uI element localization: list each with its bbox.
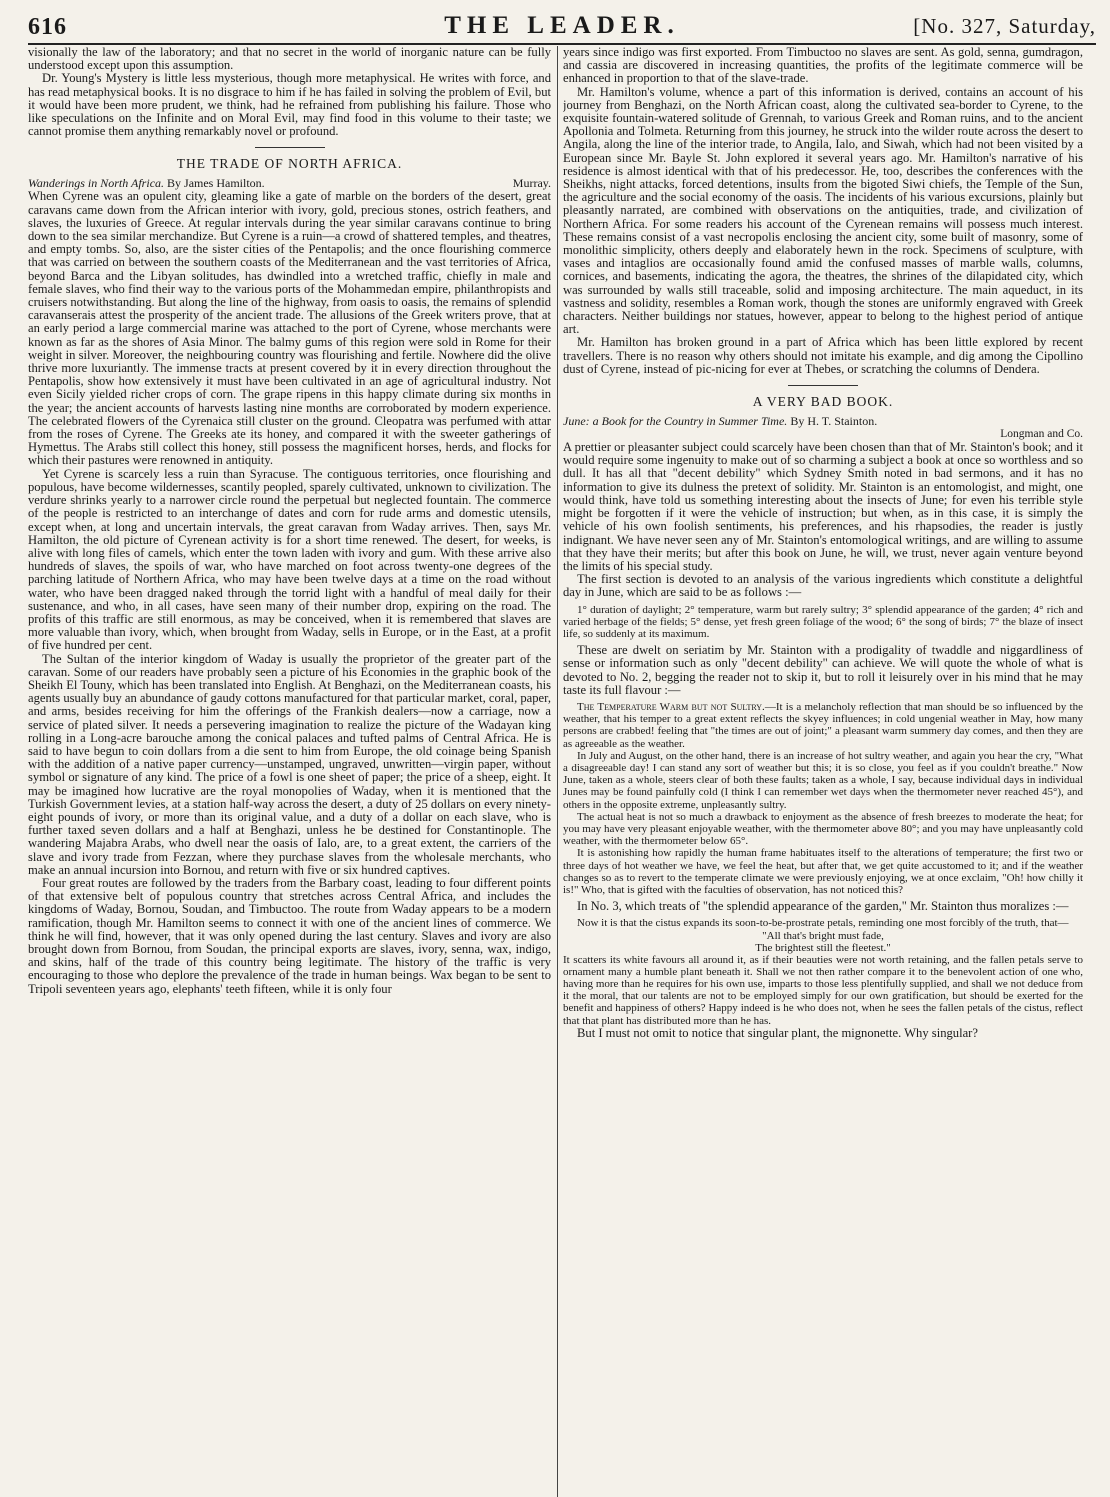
left-column <box>28 46 551 1497</box>
column-rule <box>557 46 558 1497</box>
intro-paragraph: visionally the law of the laboratory; and that no secret in the world of inorganic nature can be fully understood except upon this assumption. <box>28 46 551 73</box>
intro-paragraph: Dr. Young's Mystery is little less mysterious, though more metaphysical. He writes with force, and has read metaphysical books. It is no disgrace to him if he has failed in solving the problem of Evil, but it would have been more prudent, we think, had he refrained from publishing his failure. Those who like speculations on the Infinite and on Moral Evil, may find food in this volume to their taste; we cannot promise them anything remarkably novel or profound. <box>28 71 551 139</box>
section-title: THE TRADE OF NORTH AFRICA. <box>176 156 403 172</box>
masthead-rule <box>28 43 1096 45</box>
article-paragraph: Mr. Hamilton's volume, whence a part of this information is derived, contains an account of his journey from Benghazi, on the North African coast, along the cultivated sea-border to Cyrene, to the exquisite fountain-watered solitude of Grennah, to various Greek and Roman ruins, and to the ancient Apollonia and Tolmeta. Returning from this journey, he struck into the wilder route across the desert to Angila, along the line of the interior trade, to Angila, Ialo, and Siwah, which had not been visited by a European since Mr. Bayle St. John explored it several years ago. Mr. Hamilton's narrative of his residence is almost identical with that of his predecessor. He, too, describes the conferences with the Sheikhs, night attacks, forced detentions, insults from the bigoted Siwi chiefs, the Temple of the Sun, the agriculture and the social economy of the oasis. The incidents of his various excursions, plainly but pleasantly narrated, are combined with observations on the antiquities, trade, and civilization of Northern Africa. For some readers his account of the Cyrenean remains will possess much interest. These remains consist of a vast necropolis enclosing the ancient city, some built of masonry, some of monolithic simplicity, others deeply and elaborately hewn in the rock. Specimens of sculpture, with vases and intaglios are occasionally found amid the confused masses of marble walls, columns, cornices, and basements, indicating the agora, the theatres, the shrines of the dilapidated city, which was surrounded by walls still traceable, solid and imposing architecture. The main aqueduct, in its vastness and solidity, resembles a Roman work, though the stones are uniformly engraved with Greek characters. Neither buildings nor statues, however, appear to belong to the highest period of antique art. <box>563 84 1083 337</box>
article-paragraph: In No. 3, which treats of "the splendid appearance of the garden," Mr. Stainton thus moralizes :— <box>577 899 1069 914</box>
book-title: Wanderings in North Africa. <box>28 176 165 191</box>
quoted-list: 1° duration of daylight; 2° temperature, warm but rarely sultry; 3° splendid appearance of the garden; 4° rich and varied herbage of the fields; 5° dense, yet fresh green foliage of the wood; 6° the song of birds; 7° the blaze of insect life, so suddenly at its maximum. <box>563 603 1083 640</box>
book-title: June: a Book for the Country in Summer Time. <box>563 414 788 429</box>
article-paragraph: The first section is devoted to an analysis of the various ingredients which constitute a delightful day in June, which are said to be as follows :— <box>563 572 1083 600</box>
quote-paragraph: It scatters its white favours all around it, as if their beauties were not worth retaining, and the fallen petals serve to ornament many a humble plant beneath it. Shall we not then rather compare it to the benevolent action of one who, having more than he requires for his own use, imparts to those less plentifully supplied, and shall we not deduce from it the moral, that our talents are not to be employed simply for our own gratification, but should be exerted for the benefit and happiness of others? Happy indeed is he who does not, when he sees the fallen petals of the cistus, reflect that that plant has distributed more than he has. <box>563 953 1083 1027</box>
page-number: 616 <box>28 14 67 40</box>
article-paragraph: Mr. Hamilton has broken ground in a part of Africa which has been little explored by recent travellers. There is no reason why others should not imitate his example, and dig among the Cipollino dust of Cyrene, instead of pic-nicing for ever at Thebes, or scratching the columns of Dendera. <box>563 335 1083 376</box>
book-author: By H. T. Stainton. <box>790 414 878 429</box>
book-title-line <box>563 415 1083 428</box>
book-publisher: Longman and Co. <box>1000 428 1083 441</box>
article-paragraph: years since indigo was first exported. From Timbuctoo no slaves are sent. As gold, senna, gumdragon, and cassia are discovered in increasing quantities, the profits of the legitimate commerce will be enhanced in proportion to that of the slave-trade. <box>563 46 1083 86</box>
section-title: A VERY BAD BOOK. <box>752 394 894 410</box>
article-paragraph: These are dwelt on seriatim by Mr. Stainton with a prodigality of twaddle and niggardliness of sense or information such as only "decent debility" can achieve. We will quote the whole of what is devoted to No. 2, begging the reader not to skip it, but to roll it leisurely over in his mind that he may taste its full flavour :— <box>563 643 1083 697</box>
article-paragraph: But I must not omit to notice that singular plant, the mignonette. Why singular? <box>577 1025 978 1040</box>
article-paragraph: A prettier or pleasanter subject could scarcely have been chosen than that of Mr. Stainton's book; and it would require some ingenuity to make out of so charming a subject a book at once so worthless and so dull. It has all that "decent debility" which Sydney Smith noted in bad sermons, and it has no information to give its dulness the pretext of solidity. Mr. Stainton is an entomologist, and might, one would think, have told us something interesting about the insects of June; for even his terrible style might be forgotten if it were the vehicle of instruction; but when, as in this case, it is simply the vehicle of his own foolish sentiments, his preferences, and his rhapsodies, the reader is justly indignant. We have never seen any of Mr. Stainton's entomological writings, and are willing to assume that they have their merits; but after this book on June, he will, we trust, never again venture beyond the limits of his special study. <box>563 440 1083 573</box>
issue-label: [No. 327, Saturday, <box>913 14 1096 38</box>
newspaper-title: THE LEADER. <box>444 12 680 39</box>
article-paragraph: When Cyrene was an opulent city, gleaming like a gate of marble on the borders of the desert, great caravans came down from the African interior with ivory, gold, precious stones, ostrich feathers, and slaves, the luxuries of Greece. At regular intervals during the year similar caravans continue to bring down to the sea similar merchandize. But Cyrene is a ruin—a crowd of shattered temples, and theatres, and empty tombs. So, also, are the sister cities of the Pentapolis; and the once flourishing commerce that was carried on between the southern coasts of the Mediterranean and the vast territories of Africa, beyond Barca and the Libyan solitudes, has dwindled into a wretched traffic, chiefly in male and female slaves, who find their way to the various ports of the Mohammedan empire, philanthropists and cruisers notwithstanding. But along the line of the highway, from oasis to oasis, the remains of splendid caravanserais attest the prosperity of the ancient trade. The allusions of the Greek writers prove, that at an early period a large commercial marine was attached to the port of Cyrene, whose merchants were known as far as the shores of Asia Minor. The balmy gums of this region were sold in Rome for their weight in silver. Moreover, the neighbouring country was flourishing and fertile. Nowhere did the olive thrive more luxuriantly. The immense tracts at present covered by it in every direction throughout the Pentapolis, show how extensively it must have been cultivated in an age of agricultural industry. Not even Sicily yielded richer crops of corn. The grape ripens in this happy climate during six months in the year; the ancient accounts of harvests lasting nine months are corroborated by modern experience. The celebrated flowers of the Cyrenaica still cluster on the ground. Cleopatra was perfumed with attar from the roses of Cyrene. The Greeks ate its honey, and compared it with the sweeter gatherings of Hymettus. The Arabs still collect this honey, still possess the magnificent horses, herds, and flocks for which their pastures were renowned in antiquity. <box>28 189 551 468</box>
quote-paragraph: It is astonishing how rapidly the human frame habituates itself to the alterations of temperature; the first two or three days of hot weather we have, we feel the heat, but after that, we get quite accustomed to it; and if the weather changes so as to revert to the temperate climate we were previously enjoying, we at once exclaim, "Oh! how chilly it is!" Who, that is gifted with the faculties of observation, has not noticed this? <box>563 847 1083 896</box>
quote-heading: The Temperature Warm but not Sultry. <box>577 700 765 713</box>
article-paragraph: Yet Cyrene is scarcely less a ruin than Syracuse. The contiguous territories, once flourishing and populous, have become wildernesses, scantily peopled, sparely cultivated, unknown to civilization. The verdure shrinks yearly to a narrower circle round the perpetual but neglected fountain. The commerce of the people is restricted to an interchange of dates and corn for rude arms and domestic utensils, except when, at long and uncertain intervals, the great caravan from Waday arrives. Then, says Mr. Hamilton, the old picture of Cyrenean activity is for a short time renewed. The desert, for weeks, is alive with long files of camels, which enter the town laden with ivory and gum. With these arrive also hundreds of slaves, the spoils of war, who have marched on foot across twenty-one degrees of the parching latitude of Northern Africa, who may have been twelve days at a time on the road without water, who have been dragged naked through the torrid light with a handful of meal daily for their sustenance, and who, in all cases, have seen many of their number drop, expiring on the road. The profits of this traffic are still enormous, as may be conceived, when it is remembered that slaves are more valuable than ivory, which, when brought from Waday, sells in Europe, or in the East, at a profit of five hundred per cent. <box>28 466 551 653</box>
verse-line: The brightest still the fleetest." <box>755 941 891 954</box>
article-paragraph: The Sultan of the interior kingdom of Waday is usually the proprietor of the greater part of the caravan. Some of our readers have probably seen a picture of his Economies in the graphic book of the Sheikh El Touny, which has been translated into English. At Benghazi, on the Mediterranean coasts, his agents usually buy an abundance of gaudy cottons manufactured for that particular market, coral, paper, and arms, besides receiving for him the offerings of the Frankish dealers—now a carriage, now a service of plated silver. It needs a persevering imagination to realize the picture of the Wadayan king rolling in a Long-acre barouche among the conical palaces and tufted palms of Central Africa. He is said to have begun to coin dollars from a die sent to him from Europe, the old coinage being Spanish with the addition of a native paper currency—unstamped, ungraved, unwritten—virgin paper, without symbol or signature of any kind. The price of a fowl is one sheet of paper; the price of a sheep, eight. It may be imagined how lucrative are the royal monopolies of Waday, when it is mentioned that the Turkish Government levies, at a station half-way across the desert, a duty of 25 dollars on every ninety-eight pounds of ivory, or more than its original value, and a duty of a dollar on each slave, who is further taxed seven dollars and a half at Benghazi, unless he be destined for Constantinople. The wandering Majabra Arabs, who dwell near the oasis of Ialo, are, to a great extent, the carriers of the slave and ivory trade from Fezzan, where they purchase slaves from the wholesale merchants, who make an annual incursion into Bornou, and return with five or six hundred captives. <box>28 651 551 877</box>
book-author: By James Hamilton. <box>167 176 265 191</box>
quote-paragraph: In July and August, on the other hand, there is an increase of hot sultry weather, and again you hear the cry, "What a disagreeable day! I can stand any sort of weather but this; it is so close, you feel as if you couldn't breathe." Now June, taken as a whole, steers clear of both these faults; taken as a whole, I say, because individual days in individual Junes may be found painfully cold (I think I can remember wet days when the thermometer never reached 45°), and others in the opposite extreme, unpleasantly sultry. <box>563 749 1083 811</box>
quote-paragraph: Now it is that the cistus expands its soon-to-be-prostrate petals, reminding one most forcibly of the truth, that— <box>577 917 1069 930</box>
verse-line: "All that's bright must fade, <box>762 929 884 942</box>
right-column <box>563 46 1083 1497</box>
section-divider <box>255 147 325 148</box>
book-publisher: Murray. <box>512 176 551 191</box>
section-divider <box>788 385 858 386</box>
masthead <box>28 12 1096 40</box>
columns <box>28 46 1090 1497</box>
quote-paragraph: —It is a melancholy reflection that man should be so influenced by the weather, that his temper to a great extent reflects the skyey influences; in cold ungenial weather in May, how many persons are crabbed! feeling that "the times are out of joint;" a pleasant warm summery day comes, and then they are as agreeable as the weather. <box>563 700 1083 750</box>
quote-paragraph: The actual heat is not so much a drawback to enjoyment as the absence of fresh breezes to moderate the heat; for you may have very pleasant enjoyable weather, with the thermometer above 80°; and you may have unpleasantly cold weather, with the thermometer below 65°. <box>563 810 1083 848</box>
article-paragraph: Four great routes are followed by the traders from the Barbary coast, leading to four different points of that extensive belt of populous country that stretches across Central Africa, and includes the kingdoms of Waday, Bornou, Soudan, and Timbuctoo. The route from Waday appears to be a modern ramification, though Mr. Hamilton seems to connect it with one of the ancient lines of commerce. We think he will find, however, that it was only opened during the last century. Slaves and ivory are also brought down from Bornou, from Soudan, the principal exports are slaves, ivory, senna, wax, indigo, and skins, half of the trade of this country being legitimate. The history of the traffic is very encouraging to those who deplore the prevalence of the trade in human beings. Wax began to be sent to Tripoli seventeen years ago, elephants' teeth fifteen, while it is only four <box>28 875 551 996</box>
